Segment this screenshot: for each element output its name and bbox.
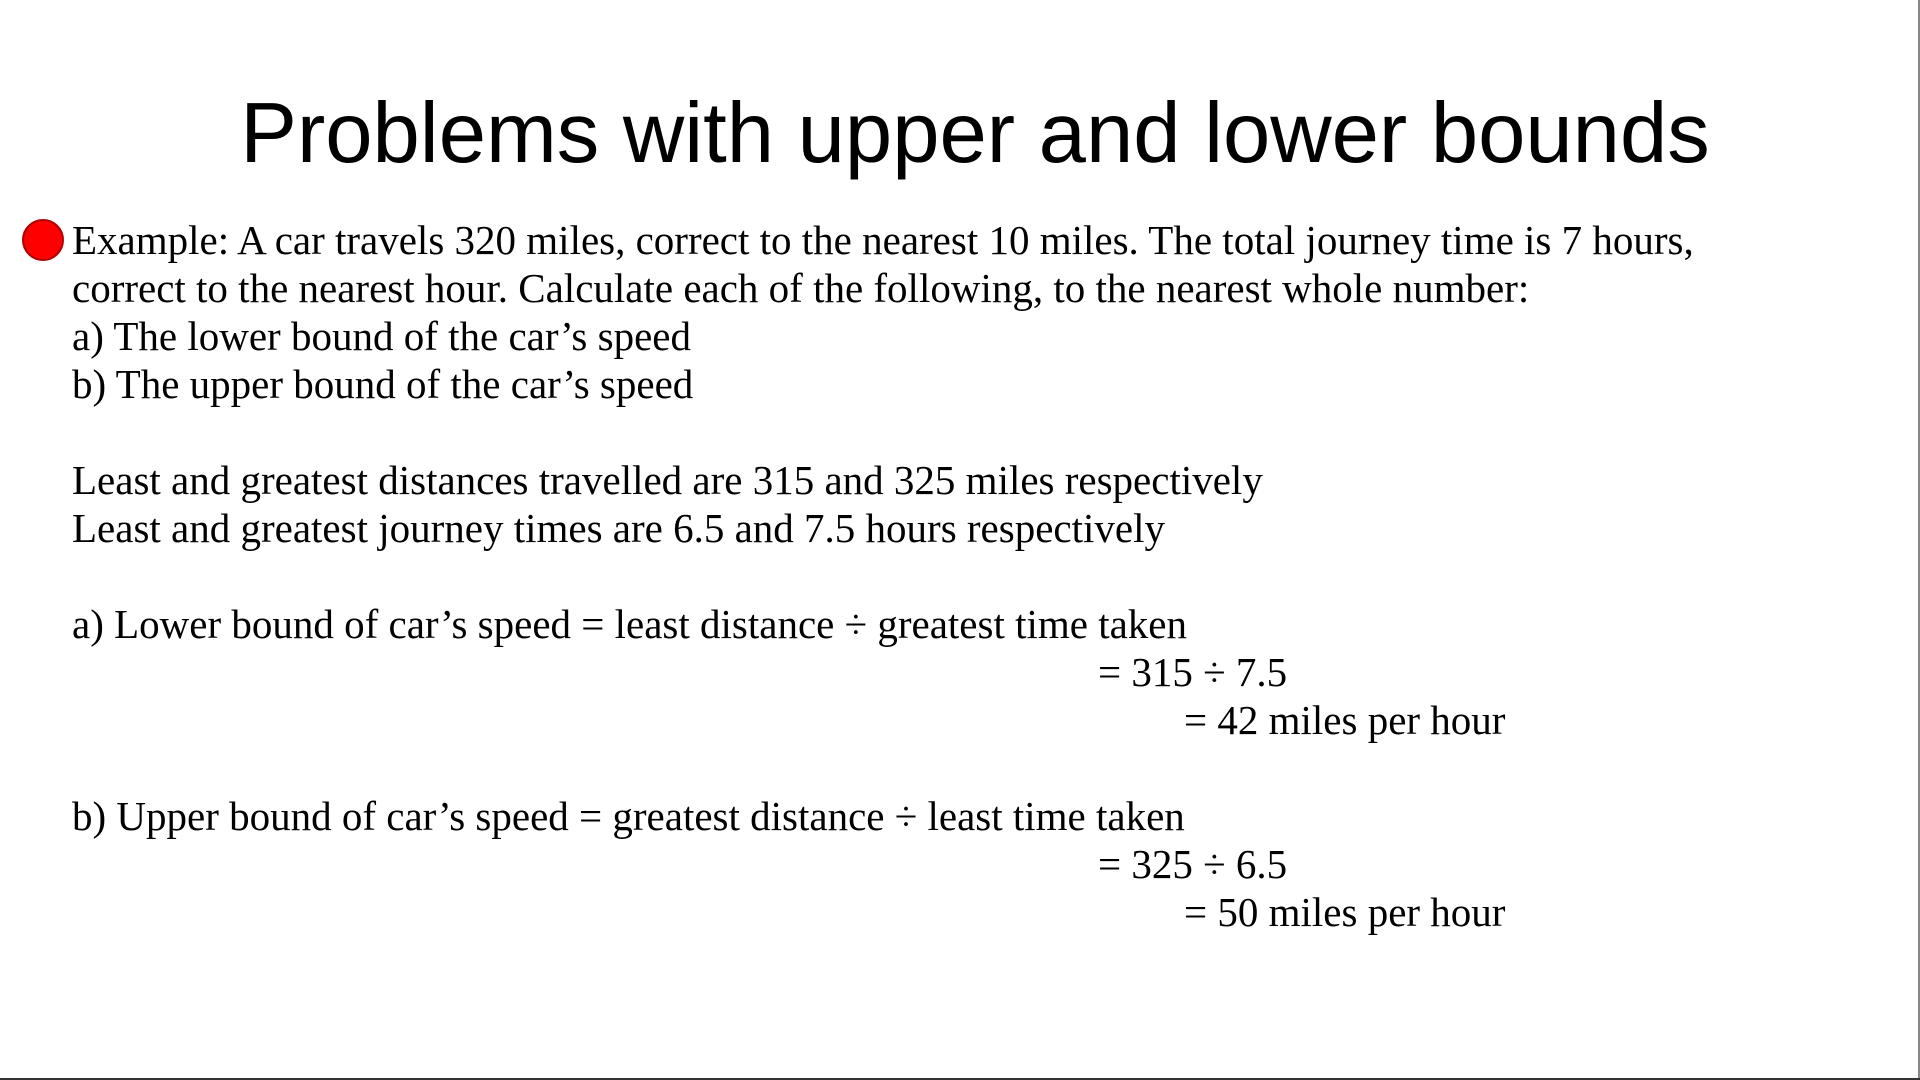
time-bounds: Least and greatest journey times are 6.5 and 7.5 hours respectively <box>72 505 1165 551</box>
solution-b-statement: b) Upper bound of car’s speed = greatest distance ÷ least time taken <box>72 793 1185 839</box>
example-line-2: correct to the nearest hour. Calculate each of the following, to the nearest whole number: <box>72 265 1530 311</box>
example-line-1: Example: A car travels 320 miles, correct to the nearest 10 miles. The total journey time is 7 hours, <box>72 217 1694 263</box>
red-bullet-icon <box>22 219 64 261</box>
spacer <box>72 408 1892 456</box>
solution-a-statement: a) Lower bound of car’s speed = least distance ÷ greatest time taken <box>72 601 1188 647</box>
spacer <box>72 744 1892 792</box>
distance-bounds: Least and greatest distances travelled are 315 and 325 miles respectively <box>72 457 1263 503</box>
question-part-a: a) The lower bound of the car’s speed <box>72 313 691 359</box>
solution-b-result: = 50 miles per hour <box>1184 889 1506 935</box>
slide-title: Problems with upper and lower bounds <box>240 86 1710 181</box>
question-part-b: b) The upper bound of the car’s speed <box>72 361 694 407</box>
slide-body <box>72 216 1892 936</box>
solution-a-result: = 42 miles per hour <box>1184 697 1506 743</box>
spacer <box>72 552 1892 600</box>
solution-a-step: = 315 ÷ 7.5 <box>1098 649 1288 695</box>
solution-b-step: = 325 ÷ 6.5 <box>1098 841 1288 887</box>
